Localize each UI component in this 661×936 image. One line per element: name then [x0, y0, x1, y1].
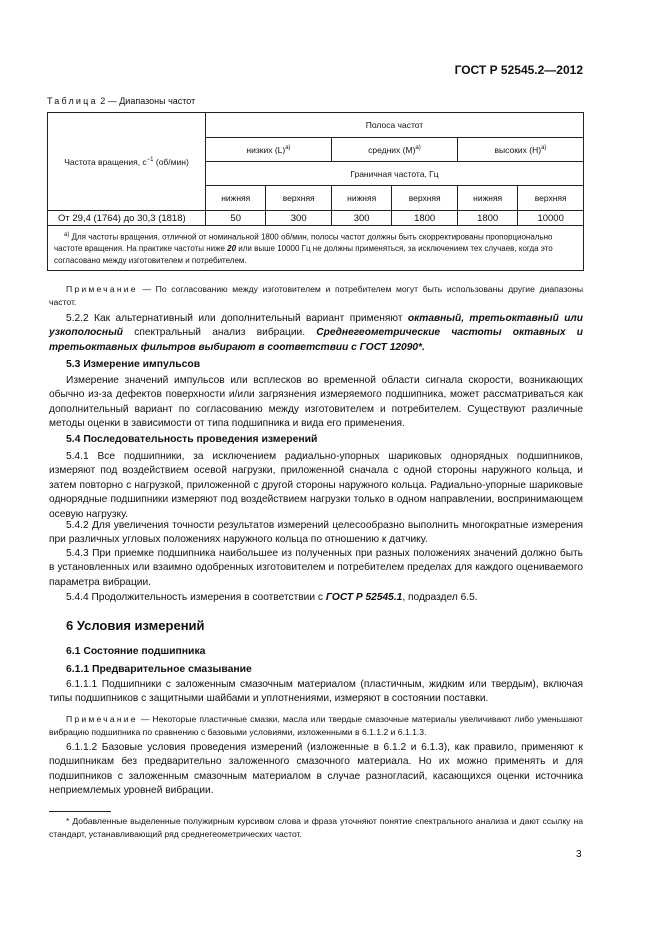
frequency-ranges-table [47, 112, 584, 271]
paragraph-5-2-2: 5.2.2 Как альтернативный или дополнительный вариант применяют октавный, третьоктавный или узкополосный спектральный анализ вибрации. Среднегеометрические частоты октавных и третьоктавных фильтров выбирают в соответствии с ГОСТ 12090*. [49, 313, 583, 353]
band-header: Полоса частот [206, 113, 584, 138]
note-lubricants: Примечание — Некоторые пластичные смазки, масла или твердые смазочные материалы увеличивают либо уменьшают вибрацию подшипника по сравнению с базовыми условиями, изложенными в 6.1.1.2 и 6.1.1.3. [49, 714, 583, 737]
sub-header: верхняя [392, 186, 458, 211]
sub-header: нижняя [206, 186, 266, 211]
paragraph-6-1-1-2: 6.1.1.2 Базовые условия проведения измерений (изложенные в 6.1.2 и 6.1.3), как правило, применяют к подшипникам без предварительно заложенного смазочного материала. Но их можно применять и для подшипников с заложенным смазочным материалом в случае разногласий, касающихся оценки источника неприемлемых уровней вибрации. [49, 742, 583, 797]
table-footnote: $^{а)}$ Для частоты вращения, отличной от номинальной 1800 об/мин, полосы частот должны быть скорректированы пропорционально частоте вращения. На практике частоты ниже 20 или выше 10000 Гц не должны применяться, за исключением тех случаев, когда это согласовано между изготовителем и потребителем. [48, 226, 584, 271]
table-cell: 10000 [518, 211, 584, 226]
paragraph-5-3: Измерение значений импульсов или всплесков во временной области сигнала скорости, возникающих обычно из-за дефектов поверхности и/или загрязнения измеряемого подшипника, может рассматриваться как дополнительный вариант по согласованию между изготовителем и потребителем. Существуют различные методы оценки в зависимости от типа подшипника и вида его применения. [49, 375, 583, 430]
sub-header: нижняя [331, 186, 391, 211]
heading-6-1-1: 6.1.1 Предварительное смазывание [66, 664, 252, 675]
paragraph-6-1-1-1: 6.1.1.1 Подшипники с заложенным смазочным материалом (пластичным, жидким или твердым), включая типы подшипников с защитными шайбами и уплотнениями, измеряют в состоянии поставки. [49, 679, 583, 705]
table-caption: Таблица 2 — Диапазоны частот [47, 96, 196, 106]
paragraph-5-4-3: 5.4.3 При приемке подшипника наибольшее из полученных при разных положениях значений должно быть в установленных или взаимно одобренных изготовителем и потребителем пределах для каждого оцениваемого параметра вибрации. [49, 548, 583, 588]
group-high: высоких $(H)^{а)}$ [457, 138, 583, 162]
sub-header: нижняя [457, 186, 517, 211]
page-number: 3 [576, 849, 582, 860]
note-frequency-ranges: Примечание — По согласованию между изготовителем и потребителем могут быть использованы другие диапазоны частот. [49, 284, 583, 307]
boundary-header: Граничная частота, Гц [206, 162, 584, 186]
table-cell: 300 [331, 211, 391, 226]
table-cell: 300 [266, 211, 332, 226]
group-mid: средних $(M)^{а)}$ [331, 138, 457, 162]
row-label: От 29,4 (1764) до 30,3 (1818) [48, 211, 206, 226]
heading-5-4: 5.4 Последовательность проведения измерений [66, 434, 318, 445]
heading-6: 6 Условия измерений [66, 618, 205, 633]
footnote: * Добавленные выделенные полужирным курсивом слова и фраза уточняют понятие спектрального анализа и дают ссылку на стандарт, устанавливающий ряд среднегеометрических частот. [49, 816, 583, 839]
paragraph-5-4-4: 5.4.4 Продолжительность измерения в соответствии с ГОСТ Р 52545.1, подраздел 6.5. [66, 592, 478, 603]
speed-header: Частота вращения, $с^{-1}$ (об/мин) [48, 113, 206, 211]
sub-header: верхняя [266, 186, 332, 211]
document-header: ГОСТ Р 52545.2—2012 [454, 63, 583, 77]
heading-5-3: 5.3 Измерение импульсов [66, 359, 201, 370]
table-cell: 50 [206, 211, 266, 226]
paragraph-5-4-2: 5.4.2 Для увеличения точности результатов измерений целесообразно выполнить многократные измерения при различных угловых положениях наружного кольца по отношению к датчику. [49, 520, 583, 546]
footnote-divider [49, 811, 111, 812]
table-cell: 1800 [457, 211, 517, 226]
group-low: низких $(L)^{а)}$ [206, 138, 332, 162]
heading-6-1: 6.1 Состояние подшипника [66, 646, 206, 657]
paragraph-5-4-1: 5.4.1 Все подшипники, за исключением радиально-упорных шариковых однорядных подшипников, измеряют под воздействием осевой нагрузки, приложенной сначала с одной стороны наружного кольца, и затем повторно с нагрузкой, приложенной с другой стороны наружного кольца. Радиально-упорные шариковые однорядные подшипники измеряют под воздействием нагрузки только в одном направлении, воспринимающем осевую нагрузку. [49, 451, 583, 520]
table-cell: 1800 [392, 211, 458, 226]
sub-header: верхняя [518, 186, 584, 211]
